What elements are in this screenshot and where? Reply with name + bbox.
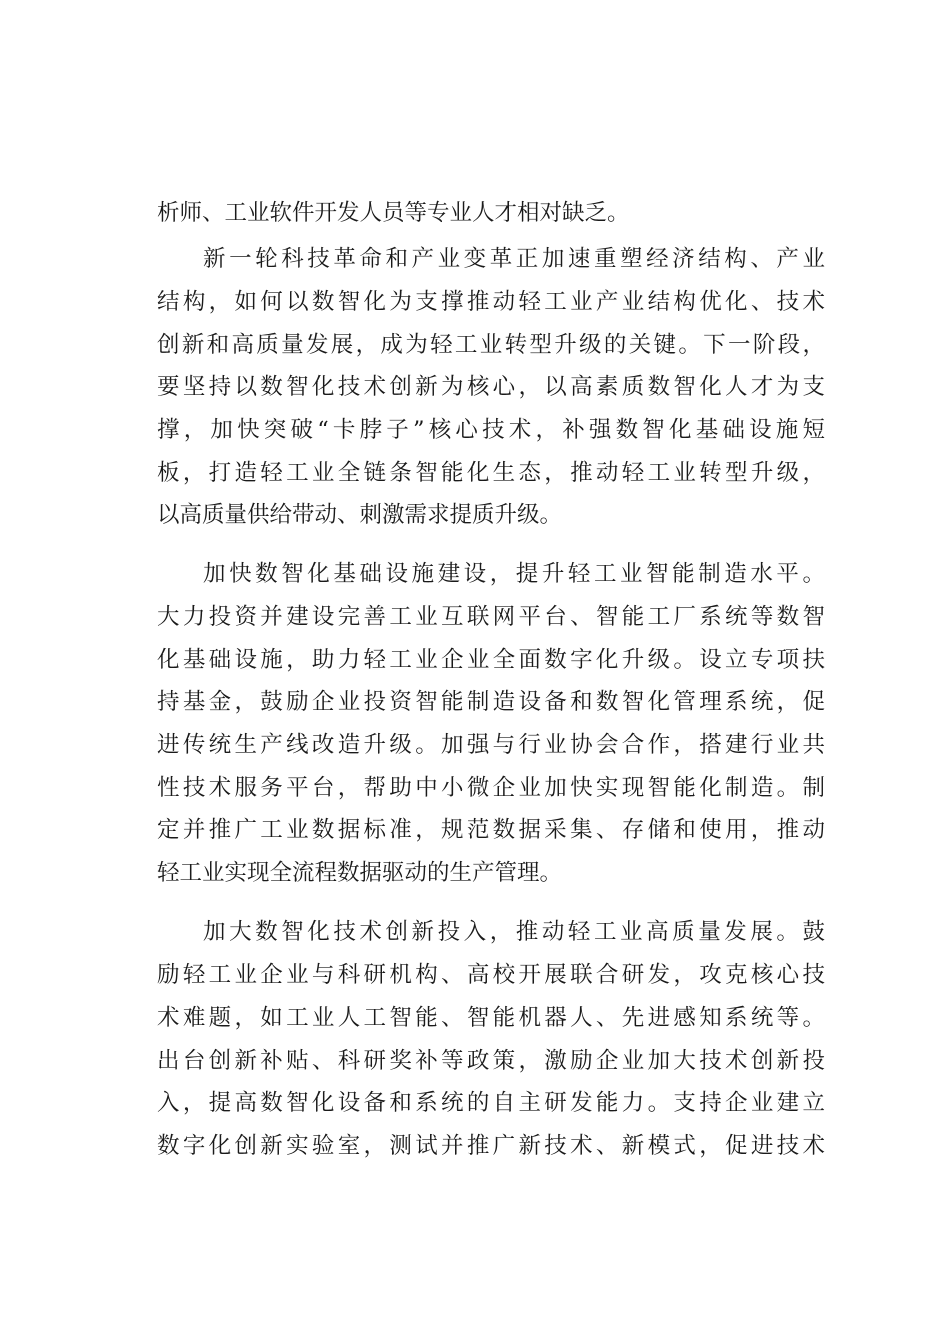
text-line: 化基础设施，助力轻工业企业全面数字化升级。设立专项扶 (157, 647, 825, 673)
text-line: 要坚持以数智化技术创新为核心，以高素质数智化人才为支 (157, 374, 825, 400)
text-line: 励轻工业企业与科研机构、高校开展联合研发，攻克核心技 (157, 962, 825, 988)
text-line: 创新和高质量发展，成为轻工业转型升级的关键。下一阶段， (157, 332, 825, 358)
text-line: 数字化创新实验室，测试并推广新技术、新模式，促进技术 (157, 1133, 825, 1159)
text-line: 结构，如何以数智化为支撑推动轻工业产业结构优化、技术 (157, 289, 825, 315)
text-line: 新一轮科技革命和产业变革正加速重塑经济结构、产业 (203, 246, 825, 272)
text-line: 持基金，鼓励企业投资智能制造设备和数智化管理系统，促 (157, 689, 825, 715)
text-line: 性技术服务平台，帮助中小微企业加快实现智能化制造。制 (157, 775, 825, 801)
text-line: 以高质量供给带动、刺激需求提质升级。 (157, 502, 563, 528)
text-line: 轻工业实现全流程数据驱动的生产管理。 (157, 860, 563, 886)
text-line: 加大数智化技术创新投入，推动轻工业高质量发展。鼓 (203, 919, 825, 945)
text-line: 进传统生产线改造升级。加强与行业协会合作，搭建行业共 (157, 732, 825, 758)
text-line: 加快数智化基础设施建设，提升轻工业智能制造水平。 (203, 561, 825, 587)
text-line: 析师、工业软件开发人员等专业人才相对缺乏。 (157, 200, 630, 226)
text-line: 定并推广工业数据标准，规范数据采集、存储和使用，推动 (157, 817, 825, 843)
text-line: 撑，加快突破“卡脖子”核心技术，补强数智化基础设施短 (157, 417, 825, 443)
text-line: 术难题，如工业人工智能、智能机器人、先进感知系统等。 (157, 1005, 825, 1031)
text-line: 入，提高数智化设备和系统的自主研发能力。支持企业建立 (157, 1090, 825, 1116)
text-line: 出台创新补贴、科研奖补等政策，激励企业加大技术创新投 (157, 1048, 825, 1074)
text-line: 大力投资并建设完善工业互联网平台、智能工厂系统等数智 (157, 604, 825, 630)
text-line: 板，打造轻工业全链条智能化生态，推动轻工业转型升级， (157, 460, 825, 486)
